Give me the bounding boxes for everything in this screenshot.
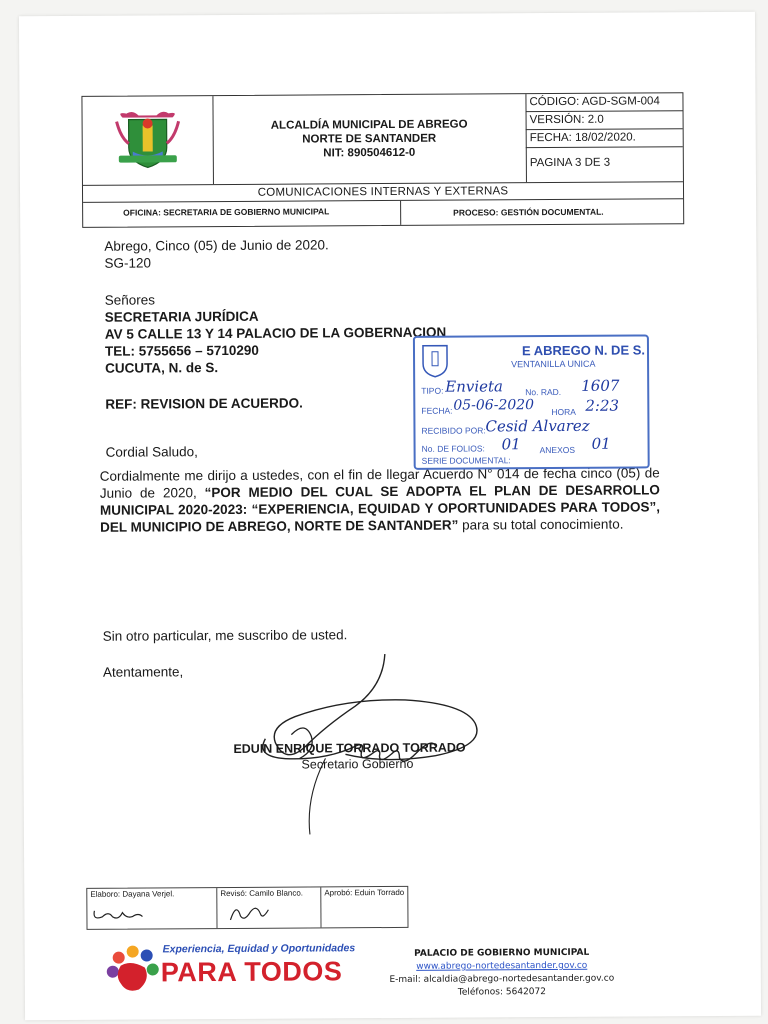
letter-body-paragraph [100, 464, 660, 535]
stamp-recibido-label: RECIBIDO POR: [421, 425, 486, 436]
document-header-table [81, 92, 684, 228]
reviso-initials-icon [220, 898, 280, 922]
office-label: OFICINA: SECRETARIA DE GOBIERNO MUNICIPAL [83, 201, 401, 227]
review-elaboro: Elaboro: Dayana Verjel. [90, 889, 175, 899]
municipal-coat-of-arms-icon [109, 107, 187, 173]
body-end-text: para su total conocimiento. [458, 516, 624, 533]
header-meta-cell [525, 93, 683, 182]
salutation-to: Señores [104, 292, 156, 308]
stamp-rad-label: No. RAD. [525, 386, 562, 398]
letter-reference-code: SG-120 [104, 255, 152, 271]
review-aprobo: Aprobó: Eduin Torrado [324, 887, 405, 898]
signer-name: EDUIN ENRIQUE TORRADO TORRADO [233, 740, 466, 756]
header-logo-cell [82, 96, 214, 185]
process-label: PROCESO: GESTIÓN DOCUMENTAL. [453, 206, 604, 218]
stamp-rad-value: 1607 [581, 376, 620, 395]
review-aprobo-cell [321, 887, 407, 928]
org-name: ALCALDÍA MUNICIPAL DE ABREGO [270, 118, 468, 132]
stamp-serie-label: SERIE DOCUMENTAL: [421, 455, 511, 466]
review-approval-table [86, 886, 408, 930]
footer-phones: Teléfonos: 5642072 [457, 987, 546, 998]
body-bold-title: “POR MEDIO DEL CUAL SE ADOPTA EL PLAN DE DESARROLLO MUNICIPAL 2020-2023: “EXPERIENCIA, EQUIDAD Y OPORTUNIDADES PARA TODOS”, DEL MUNICIPIO DE ABREGO, NORTE DE SANTANDER” [99, 482, 660, 535]
org-nit: NIT: 890504612-0 [323, 146, 416, 160]
letter-date: Abrego, Cinco (05) de Junio de 2020. [104, 237, 329, 254]
recipient-name: SECRETARIA JURÍDICA [104, 308, 259, 325]
stamp-anexos-value: 01 [591, 434, 611, 453]
elaboro-initials-icon [90, 898, 160, 922]
footer-website-link[interactable]: www.abrego-nortedesantander.gov.co [416, 960, 588, 972]
document-code: CÓDIGO: AGD-SGM-004 [525, 93, 682, 112]
stamp-subtitle: VENTANILLA UNICA [511, 358, 596, 370]
letter-subject: REF: REVISION DE ACUERDO. [105, 395, 303, 412]
stamp-tipo-value: Envieta [445, 377, 503, 396]
document-date: FECHA: 18/02/2020. [526, 129, 683, 148]
header-title-cell [212, 94, 527, 184]
letter-greeting: Cordial Saludo, [105, 444, 198, 460]
footer-building: PALACIO DE GOBIERNO MUNICIPAL [414, 947, 590, 959]
stamp-seal-icon [421, 344, 449, 378]
footer-email: E-mail: alcaldia@abrego-nortedesantander.gov.co [389, 973, 615, 986]
stamp-folios-value: 01 [501, 435, 521, 454]
stamp-hora-value: 2:23 [585, 396, 620, 415]
stamp-anexos-label: ANEXOS [539, 444, 576, 456]
stamp-fecha-value: 05-06-2020 [453, 397, 535, 414]
document-page-number: PAGINA 3 DE 3 [529, 156, 611, 170]
document-version: VERSIÓN: 2.0 [526, 111, 683, 130]
letter-page [19, 12, 761, 1020]
stamp-hora-label: HORA [551, 406, 576, 418]
stamp-folios-label: No. DE FOLIOS: [421, 443, 485, 454]
letter-closing: Sin otro particular, me suscribo de usted. [102, 627, 348, 644]
stamp-fecha-label: FECHA: [421, 405, 453, 416]
letter-regards: Atentamente, [102, 664, 184, 680]
recipient-address: AV 5 CALLE 13 Y 14 PALACIO DE LA GOBERNACION [104, 324, 447, 342]
org-region: NORTE DE SANTANDER [302, 132, 437, 146]
recipient-city: CUCUTA, N. de S. [105, 360, 219, 376]
reception-stamp [413, 334, 650, 469]
stamp-title: E ABREGO N. DE S. [521, 342, 646, 359]
recipient-phone: TEL: 5755656 – 5710290 [104, 342, 259, 359]
review-elaboro-cell [87, 888, 217, 929]
review-reviso-cell [217, 887, 321, 928]
footer-contact [377, 947, 627, 1001]
review-reviso: Revisó: Camilo Blanco. [220, 888, 304, 899]
slogan-main: PARA TODOS [160, 956, 343, 988]
stamp-tipo-label: TIPO: [421, 385, 444, 396]
stamp-recibido-value: Cesid Alvarez [485, 416, 590, 436]
communications-title: COMUNICACIONES INTERNAS Y EXTERNAS [83, 181, 683, 203]
body-intro-text: Cordialmente me dirijo a ustedes, con el fin de llegar Acuerdo N° 014 de fecha cinco (05) de Junio de 2020, [99, 465, 660, 501]
signer-title: Secretario Gobierno [301, 756, 414, 772]
slogan-top: Experiencia, Equidad y Oportunidades [162, 942, 356, 956]
